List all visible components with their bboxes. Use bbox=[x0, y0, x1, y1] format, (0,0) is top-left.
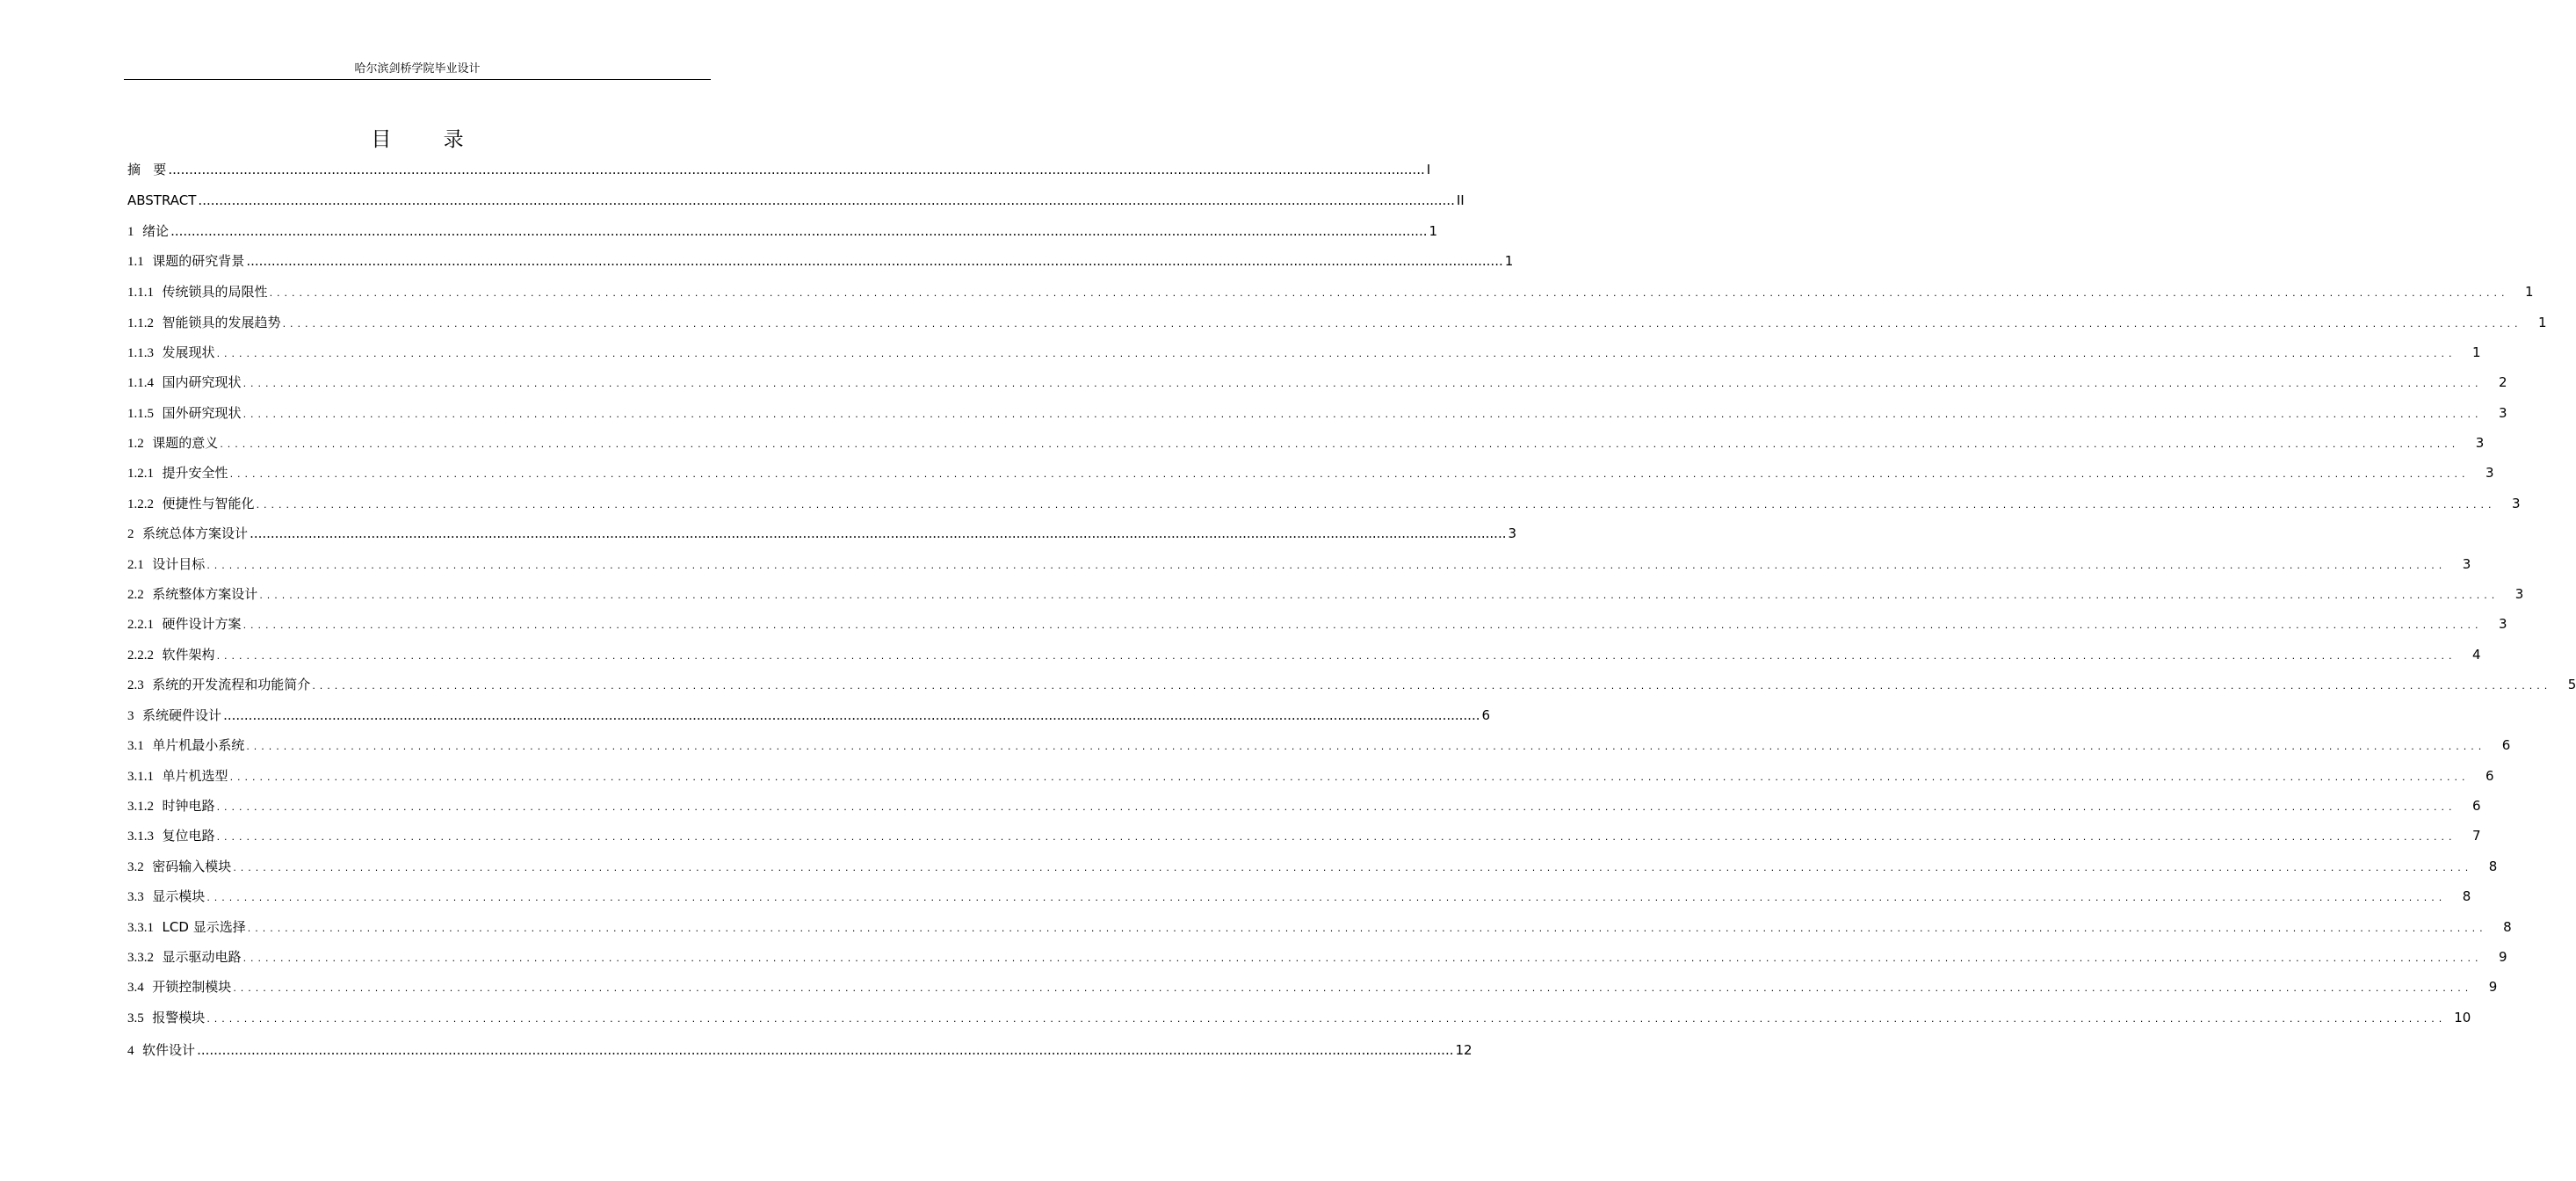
toc-entry-label bbox=[127, 675, 310, 695]
toc-page-number: 7 bbox=[2472, 828, 2481, 844]
toc-entry-text: 硬件设计方案 bbox=[162, 616, 242, 632]
toc-entry-text: 课题的研究背景 bbox=[152, 253, 245, 269]
toc-dot-leader: ............................................................................................................................................................................................................................................................................................................ bbox=[198, 192, 1455, 208]
toc-dot-leader: ............................................................................................................................................................................................................................................................................................................ bbox=[220, 438, 2460, 450]
toc-entry-label bbox=[127, 706, 221, 726]
toc-entry-number: 2.2.1 bbox=[127, 618, 154, 632]
toc-dot-leader: ............................................................................................................................................................................................................................................................................................................ bbox=[206, 1013, 2447, 1025]
toc-page-number: 8 bbox=[2488, 859, 2498, 874]
toc-page-number: 2 bbox=[2499, 374, 2507, 390]
toc-entry-text: 设计目标 bbox=[152, 556, 206, 572]
toc-entry-number: 3.1.1 bbox=[127, 770, 154, 784]
toc-entry-text: 单片机选型 bbox=[162, 768, 228, 784]
toc-entry-label bbox=[127, 160, 166, 179]
toc-entry-text: 系统的开发流程和功能简介 bbox=[152, 677, 311, 692]
toc-entry[interactable] bbox=[127, 313, 2547, 334]
toc-entry-label bbox=[127, 584, 257, 605]
toc-dot-leader: ............................................................................................................................................................................................................................................................................................................ bbox=[242, 953, 2483, 964]
toc-entry-label bbox=[127, 191, 196, 210]
toc-page-number: 3 bbox=[2475, 435, 2485, 451]
toc-dot-leader: ............................................................................................................................................................................................................................................................................................................ bbox=[206, 560, 2447, 571]
toc-entry[interactable] bbox=[127, 675, 2576, 696]
toc-entry-text: 发展现状 bbox=[162, 344, 215, 360]
toc-entry-label bbox=[127, 463, 228, 483]
toc-entry-text: 密码输入模块 bbox=[152, 859, 232, 874]
toc-entry[interactable] bbox=[127, 614, 2507, 635]
toc-dot-leader: ............................................................................................................................................................................................................................................................................................................ bbox=[216, 650, 2457, 662]
toc-entry[interactable] bbox=[127, 524, 1517, 545]
page-header bbox=[124, 62, 711, 80]
toc-entry-label bbox=[127, 735, 244, 756]
toc-entry-text: LCD 显示选择 bbox=[162, 919, 246, 935]
toc-entry-label bbox=[127, 221, 169, 242]
toc-entry[interactable] bbox=[127, 433, 2485, 454]
toc-entry-text: 课题的意义 bbox=[152, 435, 219, 451]
toc-entry-text: 显示驱动电路 bbox=[162, 949, 242, 965]
toc-entry-label bbox=[127, 251, 244, 272]
toc-entry-number: 3.2 bbox=[127, 860, 144, 874]
toc-page-number: 4 bbox=[2472, 647, 2481, 663]
toc-entry-number: 1.2.2 bbox=[127, 497, 154, 511]
toc-entry-text: 智能锁具的发展趋势 bbox=[162, 315, 281, 330]
toc-entry[interactable] bbox=[127, 282, 2534, 303]
toc-entry[interactable] bbox=[127, 1040, 1473, 1061]
toc-dot-leader: ............................................................................................................................................................................................................................................................................................................ bbox=[229, 772, 2470, 783]
toc-page-number: 6 bbox=[2486, 768, 2494, 784]
toc-entry[interactable] bbox=[127, 373, 2507, 394]
toc-entry[interactable] bbox=[127, 977, 2498, 998]
toc-entry-number: 3.3.1 bbox=[127, 921, 154, 935]
toc-entry[interactable] bbox=[127, 494, 2521, 515]
toc-entry[interactable] bbox=[127, 584, 2524, 605]
toc-entry-text: 复位电路 bbox=[162, 828, 215, 844]
toc-page-number: II bbox=[1456, 192, 1465, 208]
toc-entry-label bbox=[127, 373, 242, 393]
toc-entry-number: 1.1.4 bbox=[127, 376, 154, 390]
toc-dot-leader: ............................................................................................................................................................................................................................................................................................................ bbox=[242, 619, 2483, 631]
toc-entry-text: 软件架构 bbox=[162, 647, 215, 663]
toc-entry-label bbox=[127, 614, 242, 634]
toc-entry[interactable] bbox=[127, 947, 2507, 968]
toc-entry-text: 传统锁具的局限性 bbox=[162, 284, 268, 300]
toc-entry[interactable] bbox=[127, 251, 1514, 272]
toc-page-number: 5 bbox=[2567, 677, 2576, 692]
toc-dot-leader: ............................................................................................................................................................................................................................................................................................................ bbox=[246, 741, 2486, 752]
toc-page-number: 6 bbox=[2472, 798, 2481, 814]
toc-dot-leader: ............................................................................................................................................................................................................................................................................................................ bbox=[223, 707, 1480, 723]
toc-entry-label bbox=[127, 433, 218, 453]
toc-entry-label bbox=[127, 977, 231, 997]
toc-entry[interactable] bbox=[127, 403, 2507, 424]
toc-entry-text: 提升安全性 bbox=[162, 465, 228, 481]
toc-page-number: 1 bbox=[2525, 284, 2534, 300]
toc-entry[interactable] bbox=[127, 887, 2471, 908]
toc-page-number: 10 bbox=[2454, 1010, 2471, 1025]
toc-entry[interactable] bbox=[127, 645, 2481, 666]
toc-entry[interactable] bbox=[127, 766, 2494, 787]
toc-dot-leader: ............................................................................................................................................................................................................................................................................................................ bbox=[242, 409, 2483, 420]
toc-dot-leader: ............................................................................................................................................................................................................................................................................................................ bbox=[197, 1042, 1454, 1058]
header-title: 哈尔滨剑桥学院毕业设计 bbox=[354, 62, 481, 76]
toc-entry[interactable] bbox=[127, 160, 1431, 181]
toc-page-number: I bbox=[1426, 162, 1431, 178]
toc-entry-text: 系统总体方案设计 bbox=[142, 525, 249, 541]
toc-dot-leader: ............................................................................................................................................................................................................................................................................................................ bbox=[282, 318, 2522, 330]
toc-page-number: 6 bbox=[2501, 737, 2511, 753]
toc-page-number: 1 bbox=[1429, 223, 1438, 239]
toc-dot-leader: ............................................................................................................................................................................................................................................................................................................ bbox=[242, 378, 2483, 389]
toc-page-number: 9 bbox=[2499, 949, 2507, 965]
toc-dot-leader: ............................................................................................................................................................................................................................................................................................................ bbox=[246, 253, 1503, 269]
toc-page-number: 1 bbox=[1504, 253, 1514, 269]
toc-entry-label bbox=[127, 554, 205, 575]
toc-entry-label bbox=[127, 857, 231, 877]
toc-dot-leader: ............................................................................................................................................................................................................................................................................................................ bbox=[216, 801, 2457, 813]
toc-dot-leader: ............................................................................................................................................................................................................................................................................................................ bbox=[233, 862, 2473, 873]
toc-entry-number: 1.2 bbox=[127, 437, 144, 451]
toc-entry-text: 软件设计 bbox=[142, 1042, 196, 1058]
toc-dot-leader: ............................................................................................................................................................................................................................................................................................................ bbox=[229, 468, 2470, 480]
toc-entry[interactable] bbox=[127, 343, 2481, 364]
toc-entry-label bbox=[127, 917, 246, 938]
toc-page-number: 8 bbox=[2462, 888, 2471, 904]
toc-entry[interactable] bbox=[127, 1008, 2471, 1029]
toc-entry-number: 2.3 bbox=[127, 678, 144, 692]
toc-entry-label bbox=[127, 282, 268, 302]
toc-entry-label bbox=[127, 887, 205, 907]
toc-page-number: 12 bbox=[1455, 1042, 1473, 1058]
toc-entry-text: 时钟电路 bbox=[162, 798, 215, 814]
toc-entry-text: 国内研究现状 bbox=[162, 374, 242, 390]
toc-dot-leader: ............................................................................................................................................................................................................................................................................................................ bbox=[250, 525, 1507, 541]
toc-entry-text: 便捷性与智能化 bbox=[162, 496, 255, 511]
toc-entry-number: 1.1.3 bbox=[127, 346, 154, 360]
toc-entry-label bbox=[127, 826, 215, 846]
toc-entry-number: 3.5 bbox=[127, 1011, 144, 1025]
toc-entry-text: 系统硬件设计 bbox=[142, 707, 222, 723]
toc-entry-number: 4 bbox=[127, 1044, 134, 1058]
toc-entry-number: 1.1.2 bbox=[127, 316, 154, 330]
toc-entry-number: 3.3 bbox=[127, 890, 144, 904]
toc-page-number: 3 bbox=[2514, 586, 2524, 602]
toc-entry-label bbox=[127, 403, 242, 424]
toc-entry-label bbox=[127, 796, 215, 816]
toc-dot-leader: ............................................................................................................................................................................................................................................................................................................ bbox=[247, 923, 2487, 934]
toc-entry-number: 1.2.1 bbox=[127, 467, 154, 481]
toc-entry-number: 3 bbox=[127, 709, 134, 723]
toc-dot-leader: ............................................................................................................................................................................................................................................................................................................ bbox=[216, 831, 2457, 843]
toc-page-number: 3 bbox=[2499, 405, 2507, 421]
toc-page-number: 3 bbox=[2512, 496, 2521, 511]
toc-entry-text: 显示模块 bbox=[152, 888, 206, 904]
toc-entry-number: 2.1 bbox=[127, 558, 144, 572]
toc-dot-leader: ............................................................................................................................................................................................................................................................................................................ bbox=[312, 680, 2552, 692]
toc-entry-label bbox=[127, 313, 281, 333]
toc-entry-label bbox=[127, 343, 215, 363]
toc-entry[interactable] bbox=[127, 706, 1491, 727]
toc-dot-leader: ............................................................................................................................................................................................................................................................................................................ bbox=[206, 892, 2447, 903]
toc-entry[interactable] bbox=[127, 463, 2494, 484]
toc-entry[interactable] bbox=[127, 917, 2512, 938]
toc-entry[interactable] bbox=[127, 221, 1438, 243]
toc-dot-leader: ............................................................................................................................................................................................................................................................................................................ bbox=[269, 287, 2509, 299]
toc-entry-text: 系统整体方案设计 bbox=[152, 586, 258, 602]
toc-entry[interactable] bbox=[127, 796, 2481, 817]
toc-dot-leader: ............................................................................................................................................................................................................................................................................................................ bbox=[259, 590, 2500, 601]
toc-entry-text: 绪论 bbox=[142, 223, 170, 239]
toc-entry[interactable] bbox=[127, 857, 2498, 878]
toc-entry-number: 1.1.5 bbox=[127, 407, 154, 421]
toc-page-number: 1 bbox=[2538, 315, 2547, 330]
page-title: 目 录 bbox=[371, 128, 487, 151]
toc-page-number: 9 bbox=[2488, 979, 2498, 995]
toc-entry[interactable] bbox=[127, 554, 2471, 576]
toc-entry-text: 报警模块 bbox=[152, 1010, 206, 1025]
toc-entry-number: 2.2.2 bbox=[127, 648, 154, 663]
toc-dot-leader: ............................................................................................................................................................................................................................................................................................................ bbox=[216, 348, 2457, 359]
toc-entry-number: 2 bbox=[127, 527, 134, 541]
toc-entry-label bbox=[127, 766, 228, 786]
toc-entry-number: 3.1.3 bbox=[127, 830, 154, 844]
toc-entry-number: 2.2 bbox=[127, 588, 144, 602]
toc-dot-leader: ............................................................................................................................................................................................................................................................................................................ bbox=[233, 982, 2473, 994]
toc-entry-text: 单片机最小系统 bbox=[152, 737, 245, 753]
toc-entry-text: 摘 要 bbox=[127, 162, 167, 178]
toc-page-number: 3 bbox=[1508, 525, 1517, 541]
toc-dot-leader: ............................................................................................................................................................................................................................................................................................................ bbox=[168, 162, 1425, 178]
toc-page-number: 3 bbox=[2462, 556, 2471, 572]
toc-entry-number: 3.1 bbox=[127, 739, 144, 753]
toc-entry-label bbox=[127, 494, 255, 514]
toc-entry-number: 3.4 bbox=[127, 981, 144, 995]
toc-entry-number: 1.1.1 bbox=[127, 286, 154, 300]
toc-entry-number: 3.1.2 bbox=[127, 800, 154, 814]
toc-entry[interactable] bbox=[127, 735, 2511, 757]
toc-entry-label bbox=[127, 1008, 205, 1028]
toc-entry[interactable] bbox=[127, 191, 1465, 212]
toc-entry-number: 1.1 bbox=[127, 255, 144, 269]
toc-entry-number: 1 bbox=[127, 225, 134, 239]
toc-dot-leader: ............................................................................................................................................................................................................................................................................................................ bbox=[256, 499, 2496, 511]
toc-page-number: 1 bbox=[2472, 344, 2481, 360]
toc-page-number: 8 bbox=[2503, 919, 2512, 935]
toc-entry-text: 开锁控制模块 bbox=[152, 979, 232, 995]
toc-entry-label bbox=[127, 645, 215, 665]
toc-entry-number: 3.3.2 bbox=[127, 951, 154, 965]
toc-entry-label bbox=[127, 1040, 195, 1061]
toc-page-number: 3 bbox=[2486, 465, 2494, 481]
toc-page-number: 3 bbox=[2499, 616, 2507, 632]
toc-page-number: 6 bbox=[1481, 707, 1491, 723]
toc-entry[interactable] bbox=[127, 826, 2481, 847]
toc-entry-label bbox=[127, 947, 242, 967]
toc-entry-label bbox=[127, 524, 248, 544]
toc-entry-text: 国外研究现状 bbox=[162, 405, 242, 421]
toc-dot-leader: ............................................................................................................................................................................................................................................................................................................ bbox=[170, 223, 1428, 239]
toc-entry-text: ABSTRACT bbox=[127, 192, 197, 208]
